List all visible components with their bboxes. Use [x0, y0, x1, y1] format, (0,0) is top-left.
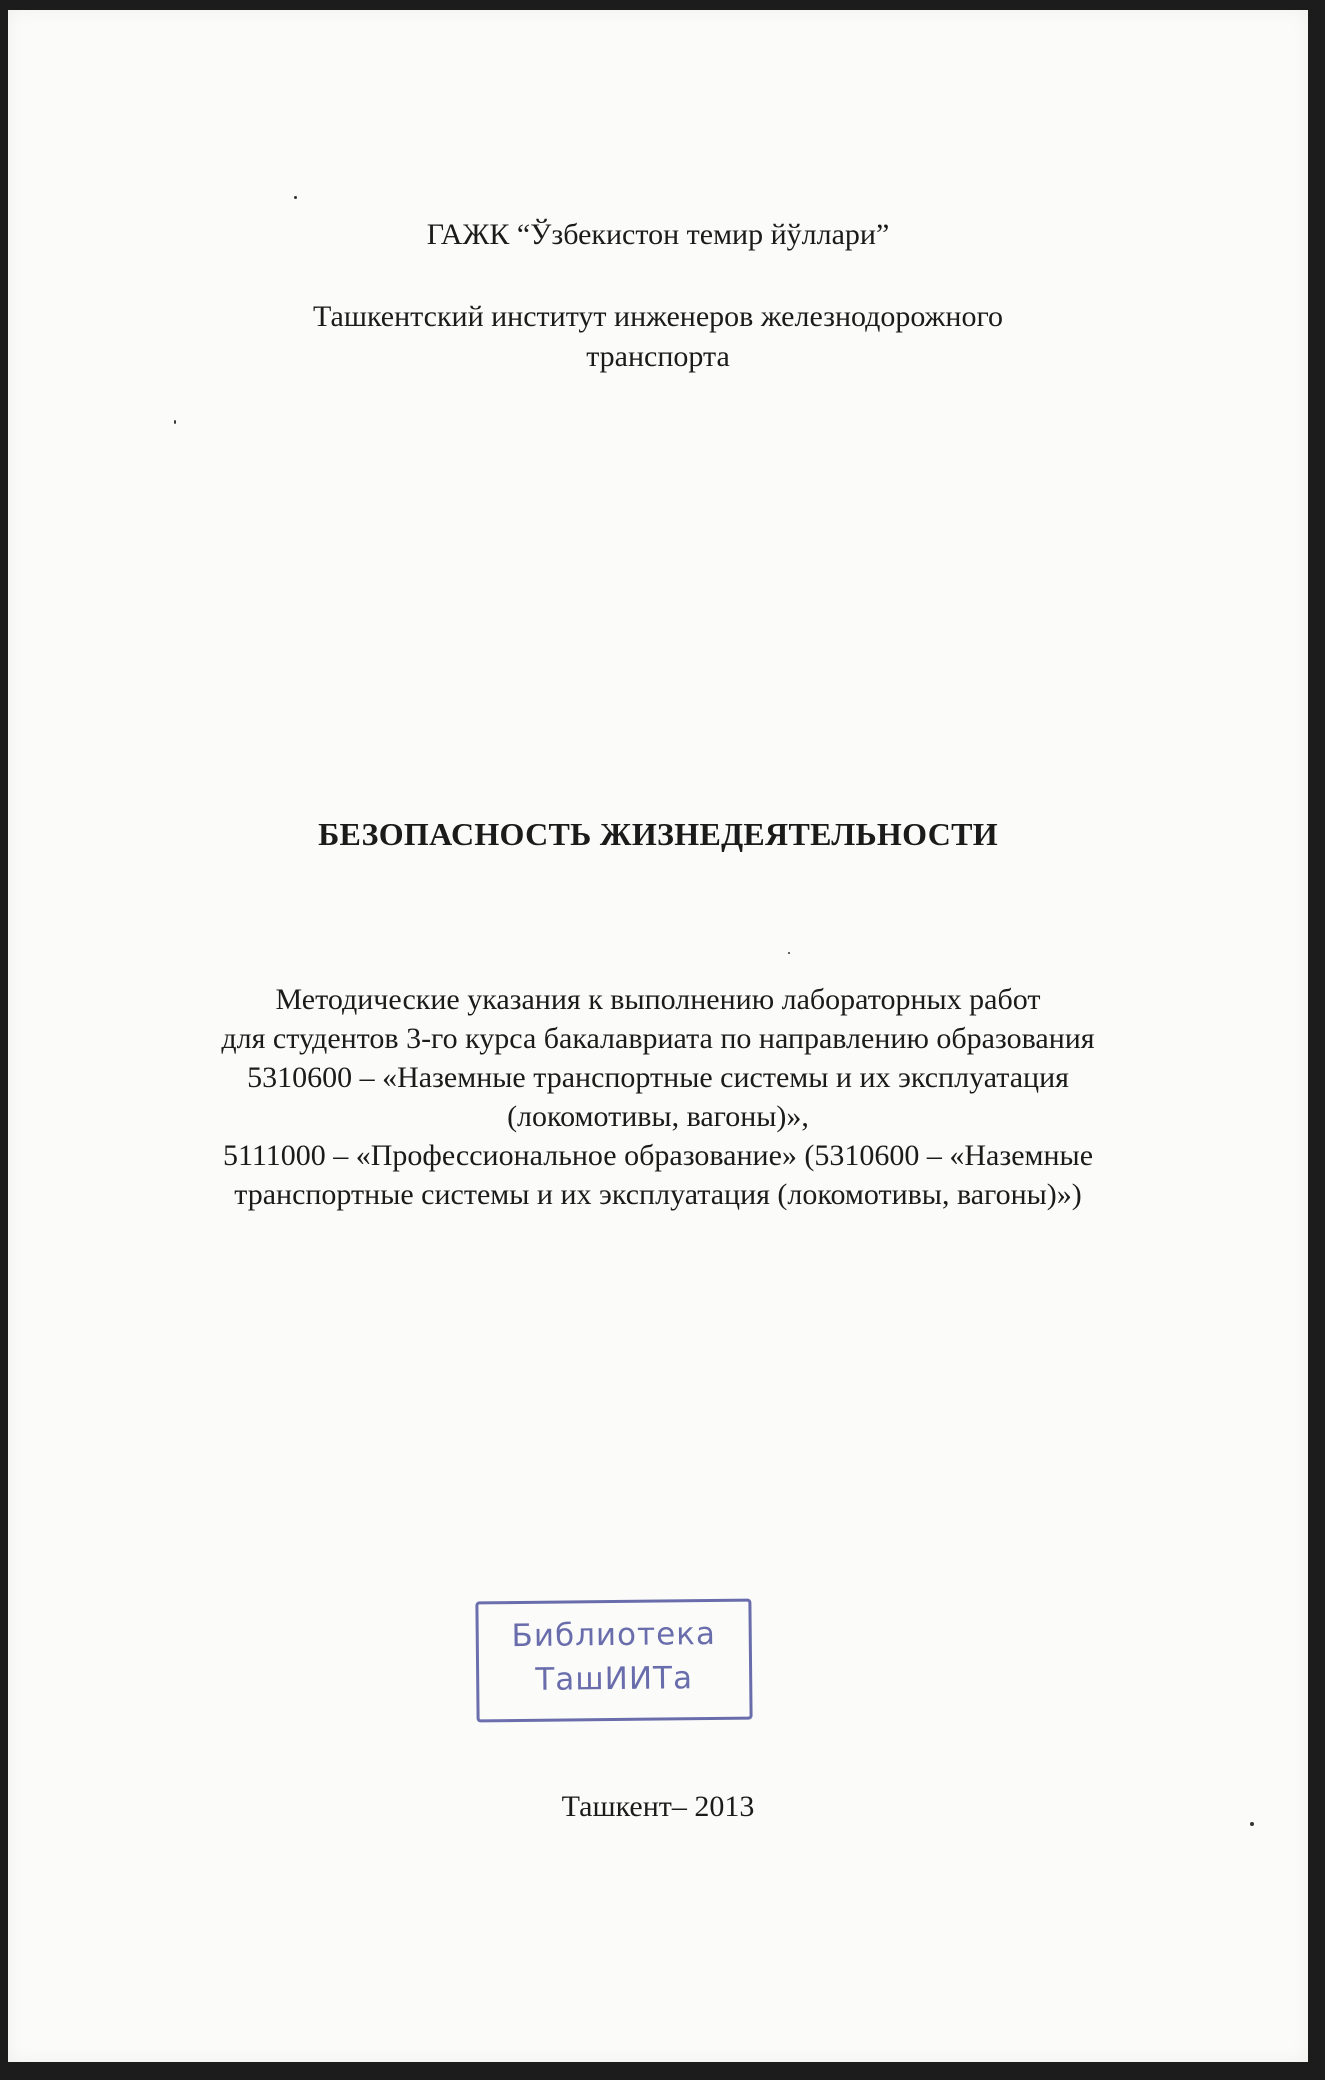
organization-name: ГАЖК “Ўзбекистон темир йўллари”	[426, 218, 890, 251]
description-line: 5111000 – «Профессиональное образование» (5310600 – «Наземные	[222, 1139, 1094, 1172]
description-line: (локомотивы, вагоны)»,	[507, 1100, 809, 1133]
description-line: 5310600 – «Наземные транспортные системы и их эксплуатация	[247, 1061, 1069, 1094]
title-page	[8, 10, 1308, 2062]
stamp-line-2: ТашИИТа	[535, 1660, 694, 1698]
description-line: транспортные системы и их эксплуатация (локомотивы, вагоны)»)	[234, 1178, 1082, 1211]
scan-speck	[1250, 1822, 1254, 1826]
institute-name-line-1: Ташкентский институт инженеров железнодорожного	[312, 300, 1004, 333]
description-line: Методические указания к выполнению лабораторных работ	[275, 983, 1041, 1016]
institute-name-line-2: транспорта	[586, 340, 730, 373]
scan-speck	[788, 952, 790, 954]
city-year: Ташкент– 2013	[561, 1790, 755, 1823]
document-description	[8, 980, 1308, 1214]
scan-speck	[294, 196, 297, 199]
stamp-line-1: Библиотека	[511, 1615, 717, 1655]
scan-speck	[174, 420, 176, 424]
description-line: для студентов 3-го курса бакалавриата по направлению образования	[221, 1022, 1095, 1055]
library-stamp	[475, 1599, 752, 1723]
document-title: БЕЗОПАСНОСТЬ ЖИЗНЕДЕЯТЕЛЬНОСТИ	[318, 816, 998, 852]
